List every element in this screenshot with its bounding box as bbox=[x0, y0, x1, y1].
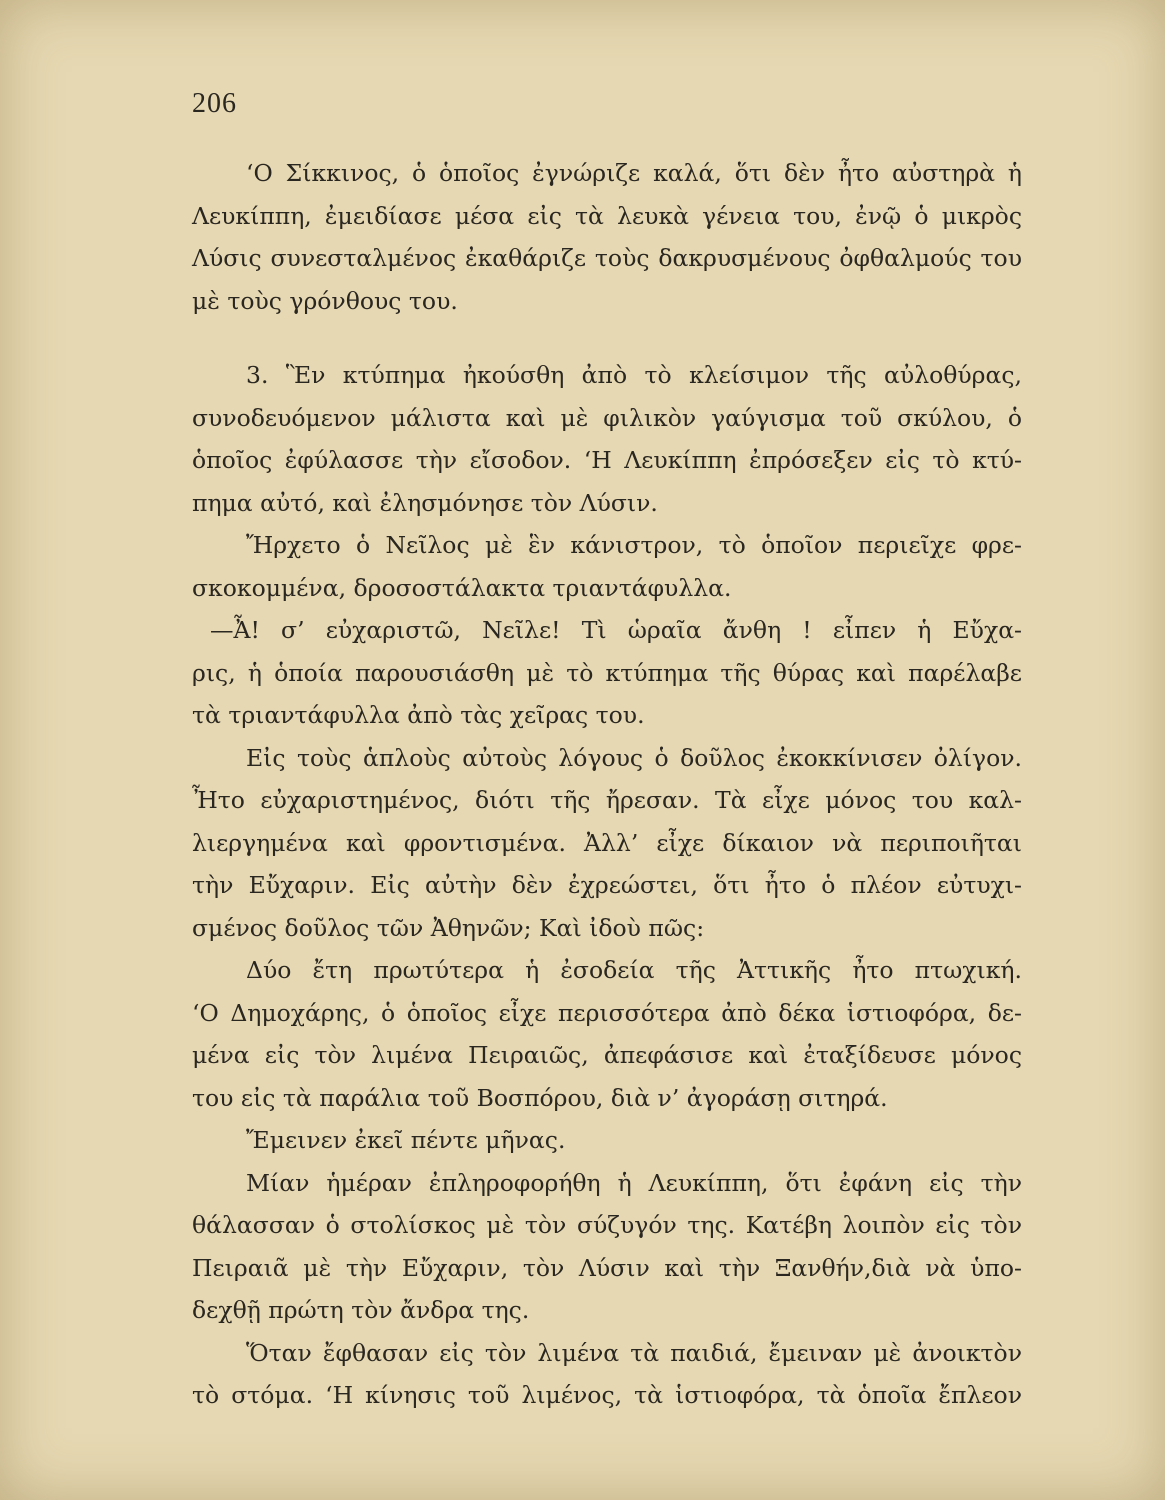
text-line: 3. Ἓν κτύπημα ἠκούσθη ἀπὸ τὸ κλείσιμον τῆς αὐλοθύρας, bbox=[246, 361, 1022, 389]
text-line: πημα αὐτό, καὶ ἐλησμόνησε τὸν Λύσιν. bbox=[192, 488, 658, 517]
text-line: Πειραιᾶ μὲ τὴν Εὔχαριν, τὸν Λύσιν καὶ τὴν Ξανθήν,διὰ νὰ ὑπο- bbox=[192, 1253, 1022, 1282]
text-line: ‘Ο Σίκκινος, ὁ ὁποῖος ἐγνώριζε καλά, ὅτι δὲν ἦτο αὐστηρὰ ἡ bbox=[246, 159, 1022, 187]
text-line: δεχθῇ πρώτη τὸν ἄνδρα της. bbox=[192, 1296, 530, 1324]
text-line: μὲ τοὺς γρόνθους του. bbox=[192, 286, 458, 315]
text-line: Ἤρχετο ὁ Νεῖλος μὲ ἓν κάνιστρον, τὸ ὁποῖον περιεῖχε φρε- bbox=[246, 531, 1022, 559]
text-line: σκοκομμένα, δροσοστάλακτα τριαντάφυλλα. bbox=[192, 573, 732, 602]
text-line: συνοδευόμενον μάλιστα καὶ μὲ φιλικὸν γαύγισμα τοῦ σκύλου, ὁ bbox=[192, 403, 1022, 432]
text-line: Λευκίππη, ἐμειδίασε μέσα εἰς τὰ λευκὰ γένεια του, ἐνῷ ὁ μικρὸς bbox=[192, 201, 1022, 230]
page-body-text bbox=[192, 152, 1022, 1417]
text-line: του εἰς τὰ παράλια τοῦ Βοσπόρου, διὰ ν’ ἀγοράσῃ σιτηρά. bbox=[192, 1083, 888, 1112]
text-line: Ὅταν ἔφθασαν εἰς τὸν λιμένα τὰ παιδιά, ἔμειναν μὲ ἀνοικτὸν bbox=[246, 1338, 1022, 1367]
text-line: Λύσις συνεσταλμένος ἐκαθάριζε τοὺς δακρυσμένους ὀφθαλμούς του bbox=[192, 244, 1022, 272]
text-line: τὸ στόμα. ‘Η κίνησις τοῦ λιμένος, τὰ ἱστιοφόρα, τὰ ὁποῖα ἔπλεον bbox=[192, 1381, 1022, 1409]
page-number: 206 bbox=[192, 88, 237, 119]
paragraph-gap bbox=[192, 322, 1022, 354]
text-line: θάλασσαν ὁ στολίσκος μὲ τὸν σύζυγόν της. Κατέβη λοιπὸν εἰς τὸν bbox=[192, 1211, 1022, 1239]
text-line: Ἔμεινεν ἐκεῖ πέντε μῆνας. bbox=[246, 1126, 566, 1154]
text-line: σμένος δοῦλος τῶν Ἀθηνῶν; Καὶ ἰδοὺ πῶς: bbox=[192, 913, 705, 942]
text-line: Μίαν ἡμέραν ἐπληροφορήθη ἡ Λευκίππη, ὅτι ἐφάνη εἰς τὴν bbox=[246, 1168, 1022, 1197]
text-line: μένα εἰς τὸν λιμένα Πειραιῶς, ἀπεφάσισε καὶ ἐταξίδευσε μόνος bbox=[192, 1041, 1022, 1069]
text-line: Εἰς τοὺς ἁπλοὺς αὐτοὺς λόγους ὁ δοῦλος ἐκοκκίνισεν ὀλίγον. bbox=[246, 743, 1022, 772]
text-line: ρις, ἡ ὁποία παρουσιάσθη μὲ τὸ κτύπημα τῆς θύρας καὶ παρέλαβε bbox=[192, 658, 1022, 687]
text-line: Δύο ἔτη πρωτύτερα ἡ ἐσοδεία τῆς Ἀττικῆς ἦτο πτωχική. bbox=[246, 956, 1022, 984]
text-line: ὁποῖος ἐφύλασσε τὴν εἴσοδον. ‘Η Λευκίππη ἐπρόσεξεν εἰς τὸ κτύ- bbox=[192, 446, 1022, 474]
text-line: ‘Ο Δημοχάρης, ὁ ὁποῖος εἶχε περισσότερα ἀπὸ δέκα ἱστιοφόρα, δε- bbox=[192, 998, 1022, 1027]
text-line: Ἦτο εὐχαριστημένος, διότι τῆς ἤρεσαν. Τὰ εἶχε μόνος του καλ- bbox=[192, 786, 1022, 814]
text-line: λιεργημένα καὶ φροντισμένα. Ἀλλ’ εἶχε δίκαιον νὰ περιποιῆται bbox=[192, 828, 1022, 857]
text-line: —Ἆ! σ’ εὐχαριστῶ, Νεῖλε! Τὶ ὡραῖα ἄνθη ! εἶπεν ἡ Εὔχα- bbox=[210, 616, 1022, 644]
text-line: τὰ τριαντάφυλλα ἀπὸ τὰς χεῖρας του. bbox=[192, 701, 645, 729]
text-line: τὴν Εὔχαριν. Εἰς αὐτὴν δὲν ἐχρεώστει, ὅτι ἦτο ὁ πλέον εὐτυχι- bbox=[192, 871, 1022, 899]
